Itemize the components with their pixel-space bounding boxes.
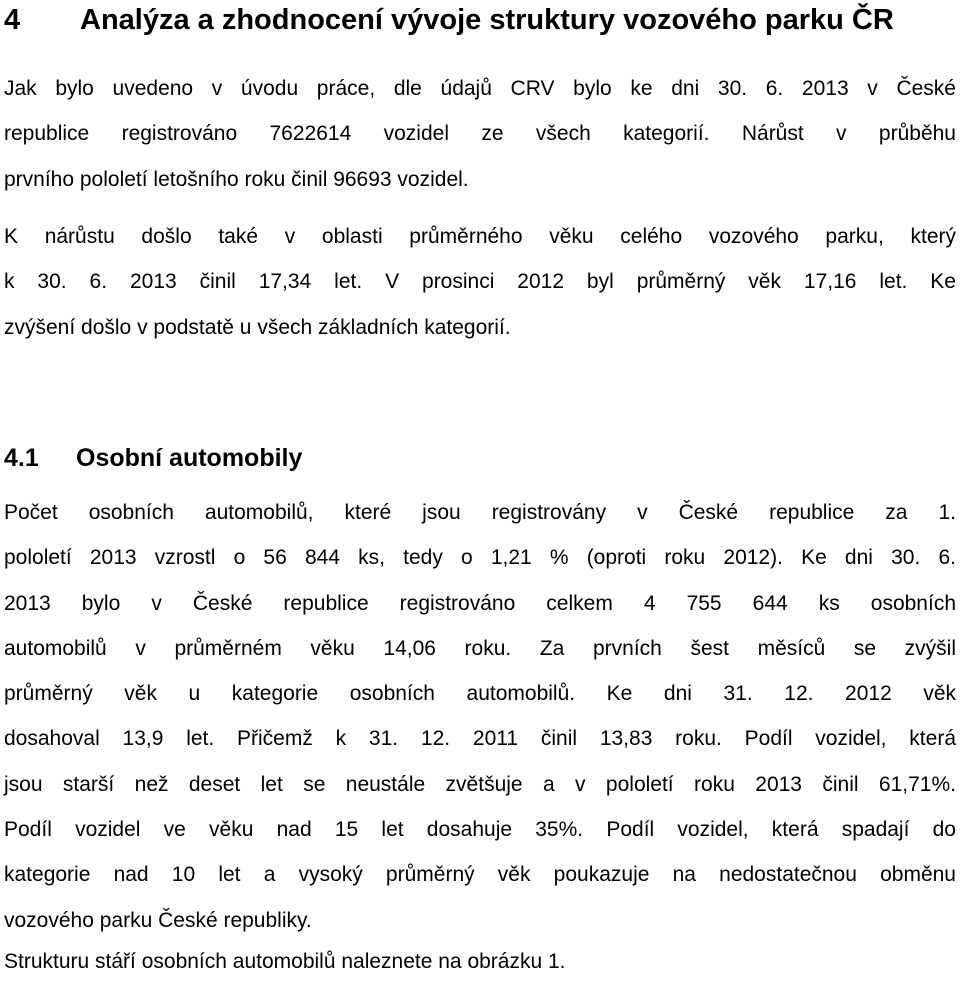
intro-paragraph xyxy=(4,66,956,202)
paragraph-line: K nárůstu došlo také v oblasti průměrného věku celého vozového parku, který xyxy=(4,225,956,248)
paragraph-line: 2013 bylo v České republice registrováno celkem 4 755 644 ks osobních xyxy=(4,591,956,615)
reference-paragraph xyxy=(4,942,956,982)
paragraph-line: automobilů v průměrném věku 14,06 roku. Za prvních šest měsíců se zvýšil xyxy=(4,636,956,660)
paragraph-line: dosahoval 13,9 let. Přičemž k 31. 12. 2011 činil 13,83 roku. Podíl vozidel, která xyxy=(4,727,956,751)
cars-paragraph xyxy=(4,490,956,943)
paragraph-line: Počet osobních automobilů, které jsou registrovány v České republice za 1. xyxy=(4,501,956,524)
paragraph-line: republice registrováno 7622614 vozidel ze všech kategorií. Nárůst v průběhu xyxy=(4,122,956,146)
paragraph-line: jsou starší než deset let se neustále zvětšuje a v pololetí roku 2013 činil 61,71%. xyxy=(4,772,956,796)
paragraph-line: prvního pololetí letošního roku činil 96693 vozidel. xyxy=(4,167,469,191)
paragraph-line: k 30. 6. 2013 činil 17,34 let. V prosinci 2012 byl průměrný věk 17,16 let. Ke xyxy=(4,270,956,294)
figure-reference-text: Strukturu stáří osobních automobilů naleznete na obrázku 1. xyxy=(4,950,566,973)
chapter-title: Analýza a zhodnocení vývoje struktury vozového parku ČR xyxy=(80,4,894,36)
section-heading xyxy=(4,438,302,478)
chapter-number: 4 xyxy=(4,4,21,36)
paragraph-line: průměrný věk u kategorie osobních automobilů. Ke dni 31. 12. 2012 věk xyxy=(4,682,956,706)
paragraph-line: vozového parku České republiky. xyxy=(4,908,312,932)
paragraph-line: kategorie nad 10 let a vysoký průměrný věk poukazuje na nedostatečnou obměnu xyxy=(4,863,956,887)
section-title: Osobní automobily xyxy=(76,444,303,472)
age-paragraph xyxy=(4,214,956,350)
paragraph-line: Podíl vozidel ve věku nad 15 let dosahuje 35%. Podíl vozidel, která spadají do xyxy=(4,818,956,842)
section-number: 4.1 xyxy=(4,444,39,472)
paragraph-line: pololetí 2013 vzrostl o 56 844 ks, tedy o 1,21 % (oproti roku 2012). Ke dni 30. 6. xyxy=(4,546,956,570)
chapter-heading xyxy=(4,0,894,40)
paragraph-line: zvýšení došlo v podstatě u všech základních kategorií. xyxy=(4,315,511,339)
paragraph-line: Jak bylo uvedeno v úvodu práce, dle údajů CRV bylo ke dni 30. 6. 2013 v České xyxy=(4,77,956,100)
